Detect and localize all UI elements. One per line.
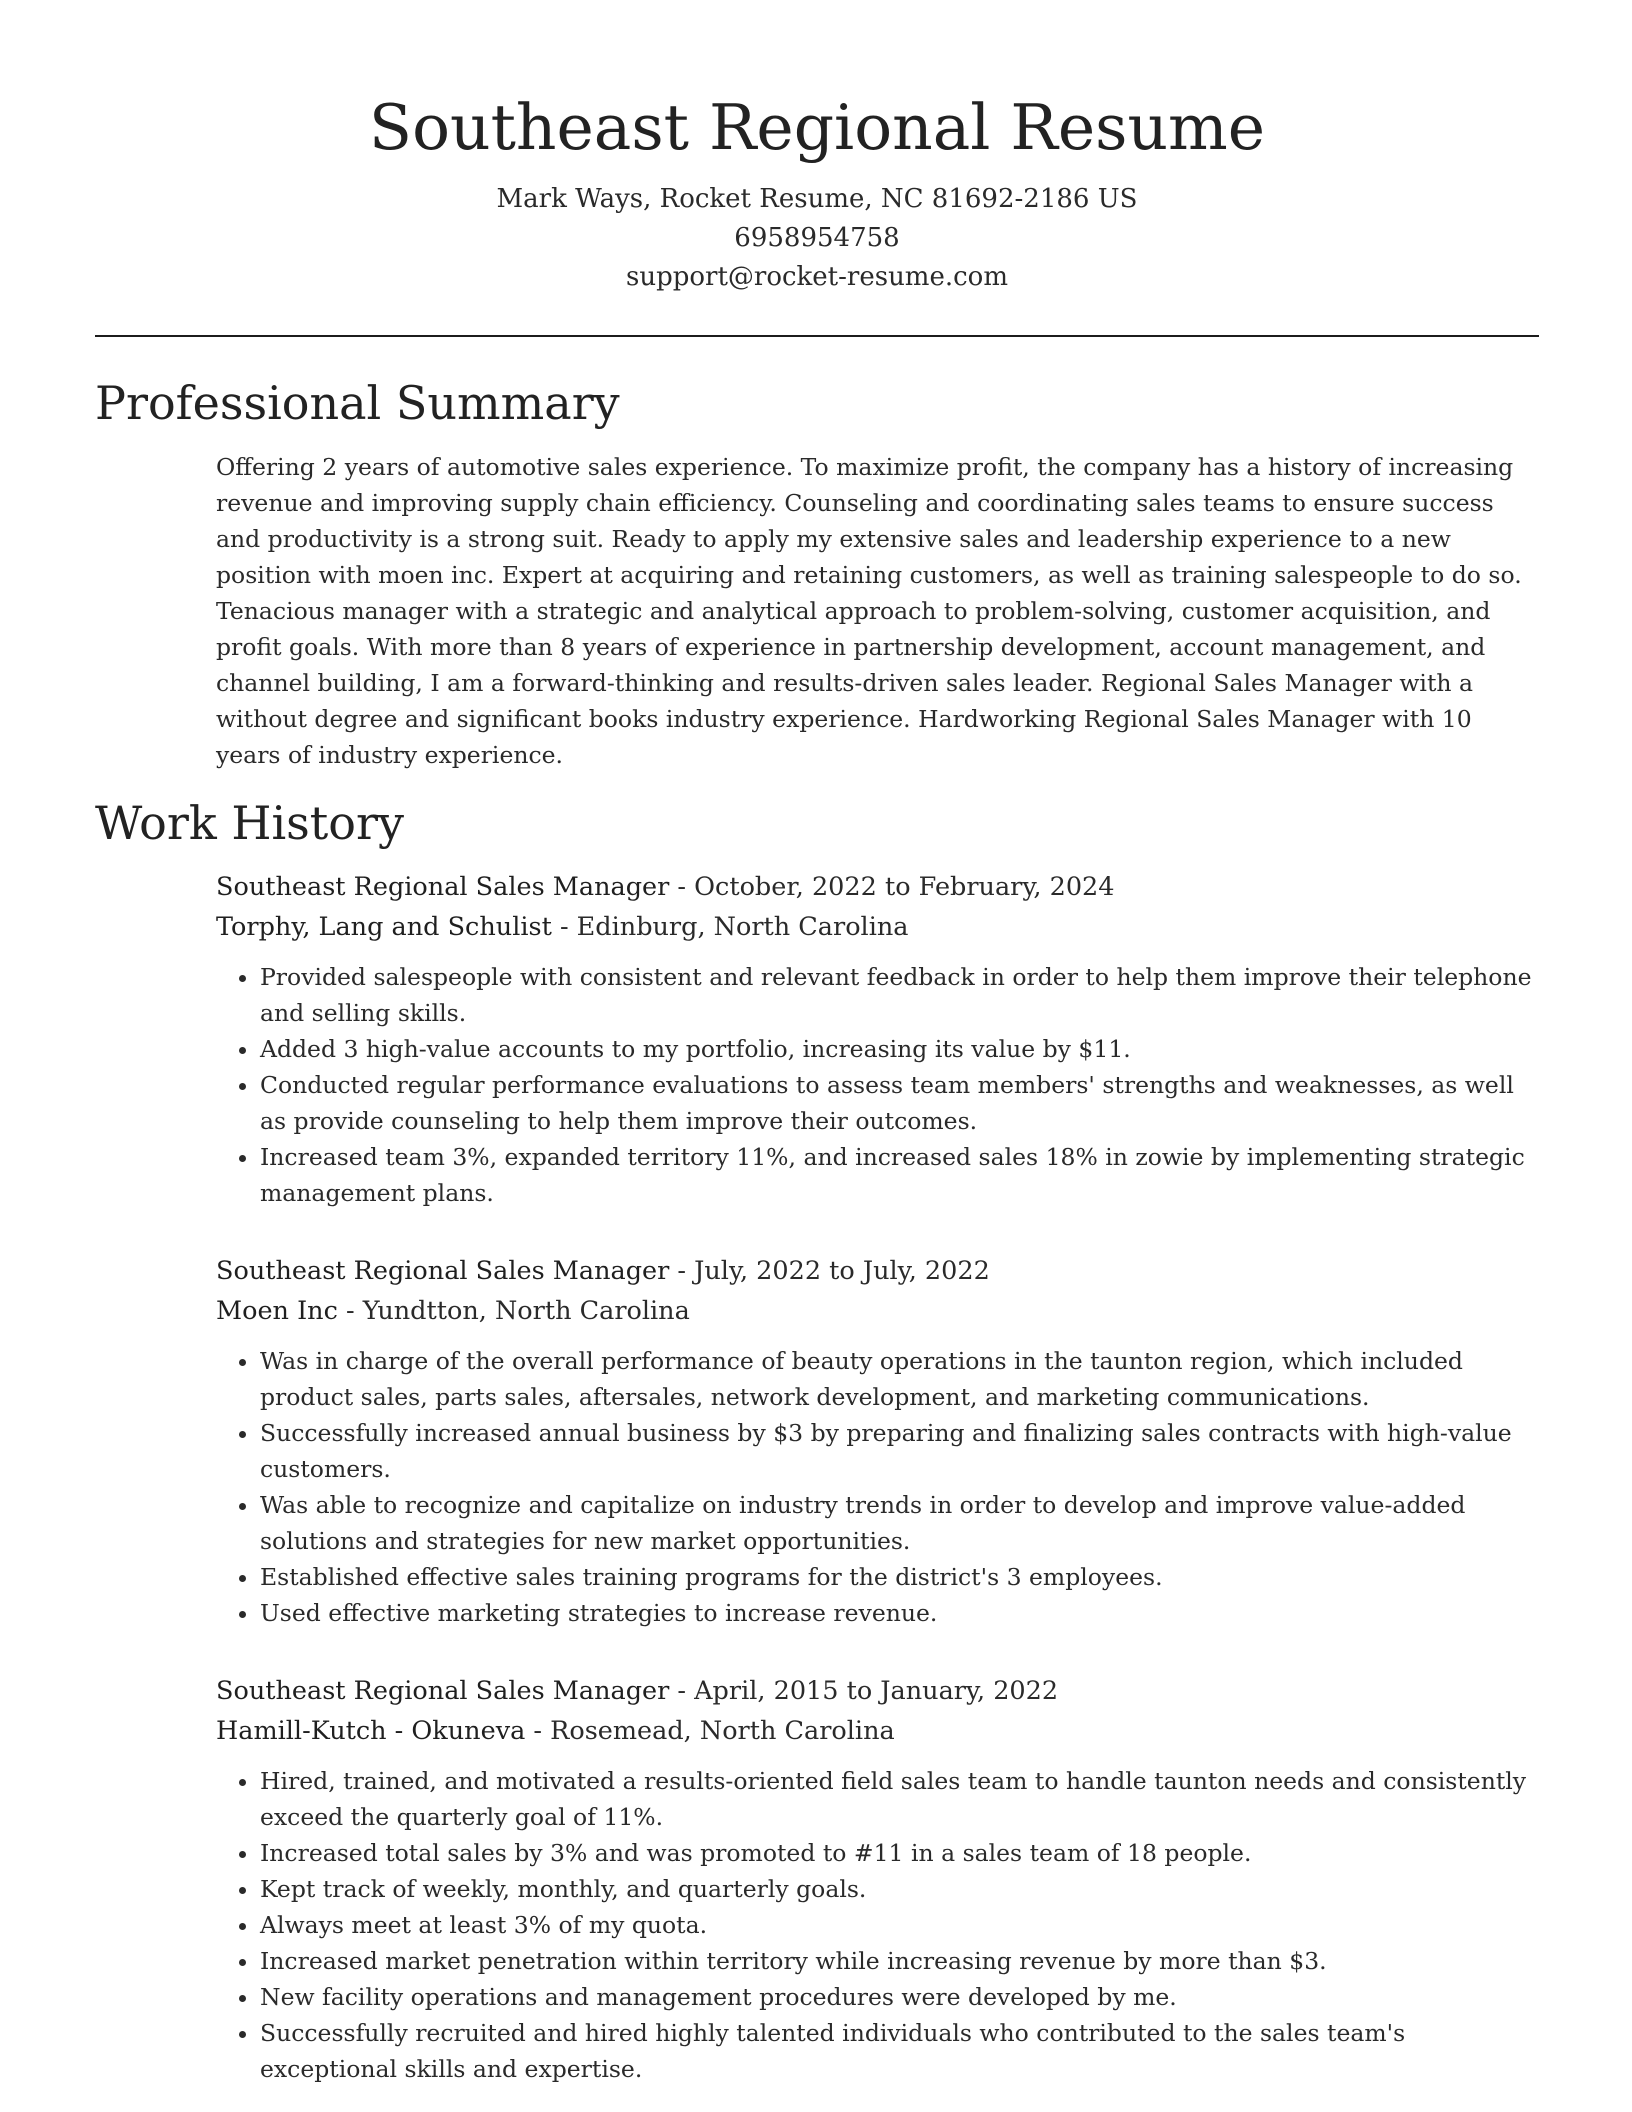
summary-heading: Professional Summary [95, 376, 620, 430]
job-location: Rosemead, North Carolina [550, 1716, 895, 1746]
job-bullet: • Provided salespeople with consistent and relevant feedback in order to help them improve their telephone and selling skills. [260, 959, 1539, 1031]
job-bullet: • New facility operations and management procedures were developed by me. [260, 1979, 1539, 2015]
job-bullet: • Was able to recognize and capitalize on industry trends in order to develop and improve value-added solutions and strategies for new market opportunities. [260, 1487, 1539, 1559]
job-title-line: Southeast Regional Sales Manager - July, 2022 to July, 2022 [216, 1256, 990, 1286]
job-bullet: • Conducted regular performance evaluations to assess team members' strengths and weaknesses, as well as provide counseling to help them improve their outcomes. [260, 1067, 1539, 1139]
job-dates: October, 2022 to February, 2024 [694, 872, 1115, 902]
job-bullet: • Kept track of weekly, monthly, and quarterly goals. [260, 1871, 1539, 1907]
summary-text: Offering 2 years of automotive sales experience. To maximize profit, the company has a history of increasing revenue and improving supply chain efficiency. Counseling and coordinating sales teams to ensure success and productivity is a strong suit. Ready to apply my extensive sales and leadership experience to a new position with moen inc. Expert at acquiring and retaining customers, as well as training salespeople to do so. Tenacious manager with a strategic and analytical approach to problem-solving, customer acquisition, and profit goals. With more than 8 years of experience in partnership development, account management, and channel building, I am a forward-thinking and results-driven sales leader. Regional Sales Manager with a without degree and significant books industry experience. Hardworking Regional Sales Manager with 10 years of industry experience. [216, 453, 1522, 769]
job-bullet: • Successfully recruited and hired highly talented individuals who contributed to the sales team's exceptional skills and expertise. [260, 2015, 1539, 2087]
job-bullet: • Hired, trained, and motivated a results-oriented field sales team to handle taunton needs and consistently exceed the quarterly goal of 11%. [260, 1763, 1539, 1835]
job-title: Southeast Regional Sales Manager [216, 1676, 670, 1706]
job-bullet: • Always meet at least 3% of my quota. [260, 1907, 1539, 1943]
contact-phone: 6958954758 [734, 223, 900, 253]
job-location: Yundtton, North Carolina [362, 1296, 690, 1326]
header-divider [95, 335, 1539, 337]
contact-address: Mark Ways, Rocket Resume, NC 81692-2186 US [496, 184, 1138, 214]
contact-email: support@rocket-resume.com [625, 262, 1008, 292]
resume-title: Southeast Regional Resume [368, 91, 1266, 164]
job-bullets [216, 959, 1539, 1211]
job-entry-3 [216, 1671, 1539, 2087]
job-bullet: • Successfully increased annual business by $3 by preparing and finalizing sales contracts with high-value customers. [260, 1415, 1539, 1487]
job-dates: April, 2015 to January, 2022 [694, 1676, 1059, 1706]
summary-section [216, 449, 1539, 773]
job-location: Edinburg, North Carolina [576, 912, 909, 942]
job-entry-1 [216, 867, 1539, 1211]
job-bullet: • Increased total sales by 3% and was promoted to #11 in a sales team of 18 people. [260, 1835, 1539, 1871]
job-bullet: • Established effective sales training programs for the district's 3 employees. [260, 1559, 1539, 1595]
job-title: Southeast Regional Sales Manager [216, 1256, 670, 1286]
job-title: Southeast Regional Sales Manager [216, 872, 670, 902]
job-company: Torphy, Lang and Schulist [216, 912, 552, 942]
job-title-line: Southeast Regional Sales Manager - April, 2015 to January, 2022 [216, 1676, 1059, 1706]
job-entry-2 [216, 1251, 1539, 1631]
work-history-heading: Work History [95, 796, 404, 850]
job-dates: July, 2022 to July, 2022 [694, 1256, 990, 1286]
job-bullets [216, 1343, 1539, 1631]
job-title-line: Southeast Regional Sales Manager - October, 2022 to February, 2024 [216, 872, 1115, 902]
job-bullet: • Increased market penetration within territory while increasing revenue by more than $3. [260, 1943, 1539, 1979]
work-history-section [216, 867, 1539, 2087]
job-bullet: • Added 3 high-value accounts to my portfolio, increasing its value by $11. [260, 1031, 1539, 1067]
job-bullets [216, 1763, 1539, 2087]
job-company-line: Hamill-Kutch - Okuneva - Rosemead, North Carolina [216, 1716, 895, 1746]
job-company: Hamill-Kutch - Okuneva [216, 1716, 526, 1746]
job-bullet: • Increased team 3%, expanded territory 11%, and increased sales 18% in zowie by implementing strategic management plans. [260, 1139, 1539, 1211]
job-bullet: • Was in charge of the overall performance of beauty operations in the taunton region, which included product sales, parts sales, aftersales, network development, and marketing communications. [260, 1343, 1539, 1415]
contact-block [95, 180, 1539, 297]
job-company-line: Torphy, Lang and Schulist - Edinburg, North Carolina [216, 912, 909, 942]
job-bullet: • Used effective marketing strategies to increase revenue. [260, 1595, 1539, 1631]
resume-page [95, 0, 1539, 2087]
job-company: Moen Inc [216, 1296, 338, 1326]
job-company-line: Moen Inc - Yundtton, North Carolina [216, 1296, 690, 1326]
